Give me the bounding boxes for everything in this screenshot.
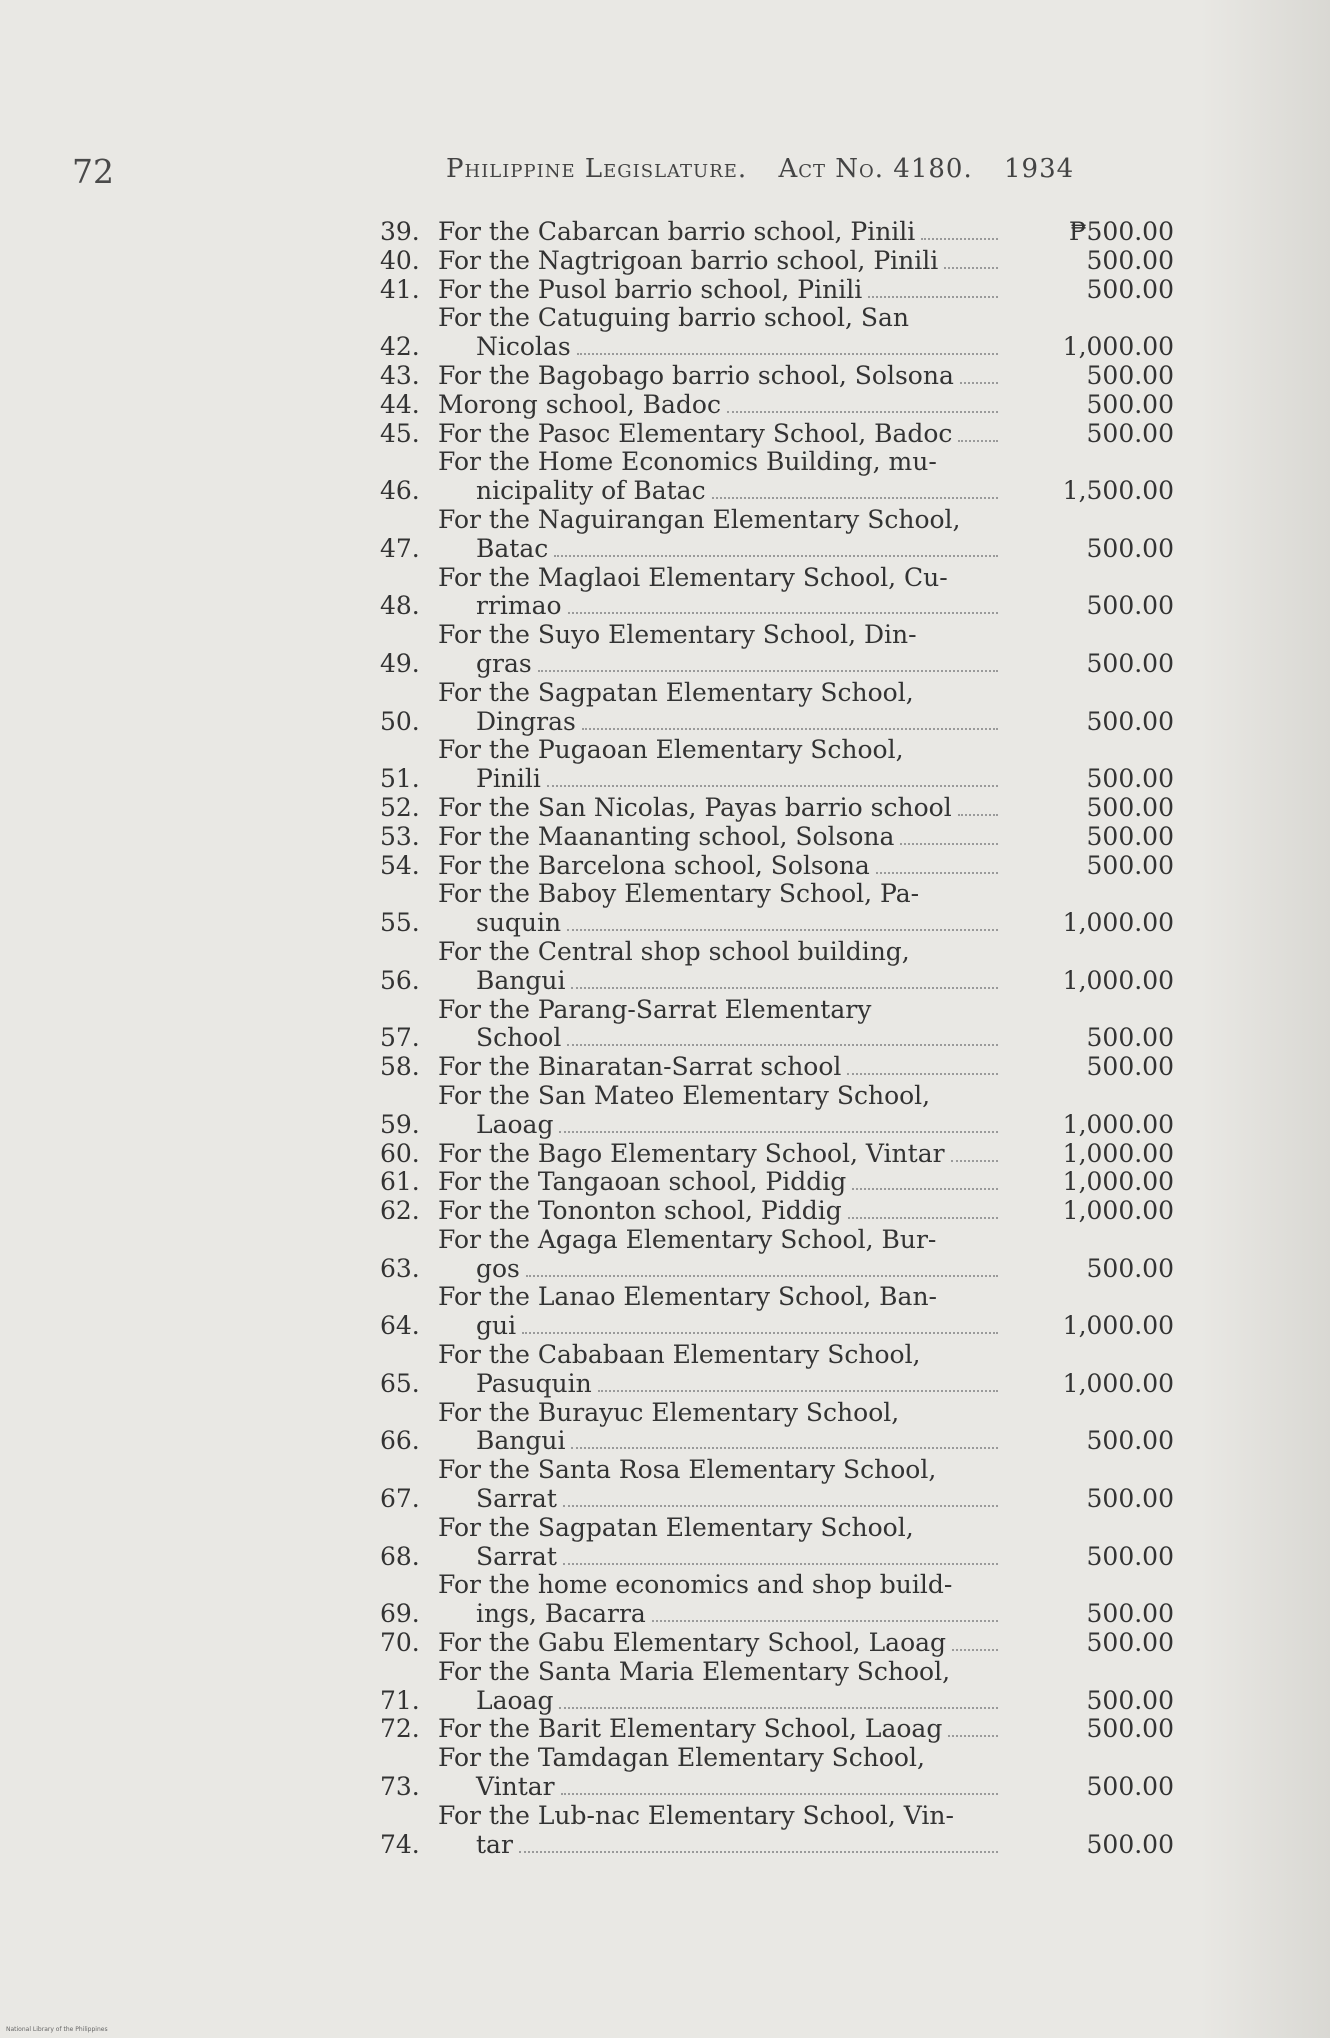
description-line: For the Burayuc Elementary School,: [438, 1397, 900, 1427]
description-line: For the Naguirangan Elementary School,: [438, 504, 961, 534]
item-description: [438, 679, 998, 737]
appropriation-item: [380, 420, 1180, 449]
description-line: gui: [476, 1311, 517, 1341]
item-amount: 500.00: [1086, 1484, 1174, 1514]
description-line: For the Home Economics Building, mu-: [438, 447, 937, 477]
description-line: For the Parang-Sarrat Elementary: [438, 994, 872, 1024]
description-line: For the Baboy Elementary School, Pa-: [438, 879, 920, 909]
item-description: [438, 1053, 998, 1082]
dot-leader: [568, 611, 998, 614]
item-number: 51.: [380, 764, 420, 794]
item-number: 56.: [380, 965, 420, 995]
item-number: 62.: [380, 1196, 420, 1226]
item-number: 71.: [380, 1685, 420, 1715]
description-line: For the Nagtrigoan barrio school, Pinili: [438, 245, 939, 275]
footer-stamp: National Library of the Philippines: [6, 2026, 108, 2033]
appropriation-item: [380, 1341, 1180, 1399]
description-line: ings, Bacarra: [476, 1599, 646, 1629]
item-description: [438, 1140, 998, 1169]
item-amount: 1,000.00: [1062, 1167, 1174, 1197]
item-amount: 500.00: [1086, 1714, 1174, 1744]
appropriation-item: [380, 880, 1180, 938]
item-number: 52.: [380, 792, 420, 822]
appropriation-item: [380, 1802, 1180, 1860]
item-amount: 1,000.00: [1062, 965, 1174, 995]
item-amount: 500.00: [1086, 591, 1174, 621]
appropriation-item: [380, 1226, 1180, 1284]
item-number: 45.: [380, 418, 420, 448]
item-amount: 500.00: [1086, 1628, 1174, 1658]
dot-leader: [582, 727, 998, 730]
dot-leader: [563, 1504, 998, 1507]
description-line: For the Lanao Elementary School, Ban-: [438, 1282, 937, 1312]
item-amount: 1,000.00: [1062, 332, 1174, 362]
description-line: rrimao: [476, 591, 562, 621]
dot-leader: [712, 496, 998, 499]
item-number: 48.: [380, 591, 420, 621]
description-line: For the Maglaoi Elementary School, Cu-: [438, 562, 948, 592]
appropriation-item: [380, 1514, 1180, 1572]
item-description: [438, 1658, 998, 1716]
item-number: 74.: [380, 1829, 420, 1859]
description-line: Laoag: [476, 1685, 554, 1715]
item-amount: 500.00: [1086, 648, 1174, 678]
item-description: [438, 1283, 998, 1341]
appropriation-item: [380, 1082, 1180, 1140]
appropriation-item: [380, 564, 1180, 622]
item-number: 47.: [380, 533, 420, 563]
dot-leader: [538, 669, 998, 672]
description-line: gras: [476, 648, 532, 678]
appropriation-item: [380, 794, 1180, 823]
item-number: 73.: [380, 1772, 420, 1802]
appropriation-item: [380, 1053, 1180, 1082]
item-amount: 500.00: [1086, 274, 1174, 304]
description-line: suquin: [476, 908, 562, 938]
item-description: [438, 362, 998, 391]
item-number: 41.: [380, 274, 420, 304]
description-line: For the Suyo Elementary School, Din-: [438, 620, 917, 650]
appropriation-item: [380, 1399, 1180, 1457]
item-description: [438, 621, 998, 679]
item-description: [438, 794, 998, 823]
item-description: [438, 736, 998, 794]
item-number: 43.: [380, 360, 420, 390]
appropriation-item: [380, 304, 1180, 362]
appropriation-item: [380, 1456, 1180, 1514]
item-amount: 500.00: [1086, 1023, 1174, 1053]
item-description: [438, 564, 998, 622]
appropriation-item: [380, 506, 1180, 564]
item-number: 39.: [380, 217, 420, 246]
appropriation-item: [380, 1197, 1180, 1226]
item-amount: 500.00: [1086, 360, 1174, 390]
item-description: [438, 1802, 998, 1860]
description-line: For the Tononton school, Piddig: [438, 1196, 842, 1226]
item-description: [438, 1744, 998, 1802]
item-description: [438, 1571, 998, 1629]
description-line: Sarrat: [476, 1484, 557, 1514]
description-line: For the Tangaoan school, Piddig: [438, 1167, 847, 1197]
item-description: [438, 218, 998, 247]
appropriation-item: [380, 823, 1180, 852]
appropriation-item: [380, 218, 1180, 247]
item-amount: 500.00: [1086, 792, 1174, 822]
description-line: Bangui: [476, 965, 566, 995]
item-amount: 500.00: [1086, 821, 1174, 851]
item-number: 40.: [380, 245, 420, 275]
appropriation-item: [380, 852, 1180, 881]
description-line: For the Bagobago barrio school, Solsona: [438, 360, 954, 390]
dot-leader: [526, 1274, 998, 1277]
item-number: 63.: [380, 1253, 420, 1283]
dot-leader: [958, 813, 998, 816]
item-number: 64.: [380, 1311, 420, 1341]
description-line: School: [476, 1023, 562, 1053]
item-amount: 1,000.00: [1062, 1368, 1174, 1398]
item-amount: 1,000.00: [1062, 908, 1174, 938]
description-line: For the Barcelona school, Solsona: [438, 850, 870, 880]
dot-leader: [559, 1706, 998, 1709]
appropriation-item: [380, 391, 1180, 420]
page-number: 72: [72, 152, 114, 191]
appropriation-item: [380, 276, 1180, 305]
description-line: For the Binaratan-Sarrat school: [438, 1052, 842, 1082]
item-number: 72.: [380, 1714, 420, 1744]
item-description: [438, 1456, 998, 1514]
dot-leader: [561, 1792, 998, 1795]
dot-leader: [598, 1389, 998, 1392]
item-description: [438, 1168, 998, 1197]
dot-leader: [944, 266, 998, 269]
item-description: [438, 391, 998, 420]
item-number: 67.: [380, 1484, 420, 1514]
appropriation-item: [380, 362, 1180, 391]
item-description: [438, 852, 998, 881]
item-number: 46.: [380, 476, 420, 506]
dot-leader: [848, 1216, 998, 1219]
appropriation-item: [380, 1168, 1180, 1197]
item-description: [438, 1226, 998, 1284]
dot-leader: [876, 871, 998, 874]
description-line: For the Catuguing barrio school, San: [438, 303, 910, 333]
description-line: For the Barit Elementary School, Laoag: [438, 1714, 943, 1744]
description-line: Bangui: [476, 1426, 566, 1456]
item-amount: 1,000.00: [1062, 1311, 1174, 1341]
description-line: Pinili: [476, 764, 541, 794]
description-line: Vintar: [476, 1772, 555, 1802]
item-description: [438, 1629, 998, 1658]
dot-leader: [567, 1043, 998, 1046]
appropriation-item: [380, 1283, 1180, 1341]
dot-leader: [571, 1446, 998, 1449]
item-description: [438, 880, 998, 938]
item-amount: 500.00: [1086, 764, 1174, 794]
appropriation-item: [380, 1658, 1180, 1716]
item-number: 66.: [380, 1426, 420, 1456]
item-number: 58.: [380, 1052, 420, 1082]
item-number: 53.: [380, 821, 420, 851]
dot-leader: [900, 842, 998, 845]
item-description: [438, 823, 998, 852]
appropriation-item: [380, 1744, 1180, 1802]
item-amount: 500.00: [1086, 850, 1174, 880]
dot-leader: [960, 381, 998, 384]
description-line: Morong school, Badoc: [438, 389, 721, 419]
description-line: Pasuquin: [476, 1368, 592, 1398]
dot-leader: [567, 928, 998, 931]
appropriation-item: [380, 1571, 1180, 1629]
dot-leader: [522, 1331, 998, 1334]
dot-leader: [847, 1072, 998, 1075]
item-description: [438, 506, 998, 564]
dot-leader: [852, 1187, 998, 1190]
dot-leader: [868, 295, 998, 298]
item-description: [438, 448, 998, 506]
dot-leader: [519, 1850, 998, 1853]
item-amount: 500.00: [1086, 1772, 1174, 1802]
dot-leader: [727, 410, 998, 413]
item-description: [438, 1082, 998, 1140]
item-amount: 500.00: [1086, 1829, 1174, 1859]
item-description: [438, 420, 998, 449]
description-line: For the Bago Elementary School, Vintar: [438, 1138, 945, 1168]
description-line: For the Central shop school building,: [438, 936, 910, 966]
description-line: For the San Nicolas, Payas barrio school: [438, 792, 952, 822]
page-edge-shadow: [1200, 0, 1330, 2038]
description-line: Nicolas: [476, 332, 571, 362]
item-number: 49.: [380, 648, 420, 678]
item-description: [438, 247, 998, 276]
description-line: For the Lub-nac Elementary School, Vin-: [438, 1800, 954, 1830]
item-amount: 500.00: [1086, 1541, 1174, 1571]
item-amount: 500.00: [1086, 418, 1174, 448]
item-number: 68.: [380, 1541, 420, 1571]
item-amount: 1,000.00: [1062, 1109, 1174, 1139]
item-number: 54.: [380, 850, 420, 880]
description-line: For the Maananting school, Solsona: [438, 821, 895, 851]
description-line: For the Agaga Elementary School, Bur-: [438, 1224, 937, 1254]
description-line: Laoag: [476, 1109, 554, 1139]
dot-leader: [958, 439, 998, 442]
item-amount: 500.00: [1086, 533, 1174, 563]
running-head-title: Philippine Legislature.: [446, 154, 748, 184]
dot-leader: [948, 1734, 998, 1737]
item-number: 44.: [380, 389, 420, 419]
appropriation-item: [380, 1715, 1180, 1744]
running-head: [446, 154, 1074, 184]
item-description: [438, 304, 998, 362]
appropriation-item: [380, 621, 1180, 679]
description-line: For the Pusol barrio school, Pinili: [438, 274, 863, 304]
description-line: For the Santa Rosa Elementary School,: [438, 1455, 937, 1485]
appropriation-item: [380, 996, 1180, 1054]
item-description: [438, 276, 998, 305]
appropriation-item: [380, 448, 1180, 506]
item-number: 69.: [380, 1599, 420, 1629]
description-line: For the home economics and shop build-: [438, 1570, 953, 1600]
item-amount: 500.00: [1086, 1599, 1174, 1629]
description-line: For the Pasoc Elementary School, Badoc: [438, 418, 953, 448]
item-description: [438, 938, 998, 996]
appropriation-item: [380, 1140, 1180, 1169]
item-number: 42.: [380, 332, 420, 362]
item-description: [438, 1197, 998, 1226]
description-line: For the Pugaoan Elementary School,: [438, 735, 904, 765]
description-line: Sarrat: [476, 1541, 557, 1571]
description-line: For the Cababaan Elementary School,: [438, 1340, 921, 1370]
description-line: tar: [476, 1829, 513, 1859]
item-number: 55.: [380, 908, 420, 938]
dot-leader: [951, 1159, 998, 1162]
running-head-year: 1934: [1004, 154, 1075, 184]
appropriation-list: [380, 218, 1180, 1859]
item-description: [438, 1399, 998, 1457]
description-line: Batac: [476, 533, 549, 563]
item-amount: 500.00: [1086, 389, 1174, 419]
appropriation-item: [380, 247, 1180, 276]
item-amount: 500.00: [1086, 245, 1174, 275]
description-line: For the Sagpatan Elementary School,: [438, 1512, 914, 1542]
appropriation-item: [380, 938, 1180, 996]
item-number: 70.: [380, 1628, 420, 1658]
description-line: For the Tamdagan Elementary School,: [438, 1743, 925, 1773]
item-amount: 500.00: [1086, 706, 1174, 736]
running-head-act: Act No. 4180.: [778, 154, 973, 184]
appropriation-item: [380, 1629, 1180, 1658]
description-line: For the Gabu Elementary School, Laoag: [438, 1628, 947, 1658]
item-amount: 1,500.00: [1062, 476, 1174, 506]
dot-leader: [571, 986, 998, 989]
item-amount: 500.00: [1086, 1052, 1174, 1082]
item-amount: 1,000.00: [1062, 1196, 1174, 1226]
appropriation-item: [380, 679, 1180, 737]
dot-leader: [577, 352, 998, 355]
description-line: Dingras: [476, 706, 576, 736]
dot-leader: [554, 554, 998, 557]
dot-leader: [652, 1619, 998, 1622]
item-amount: 500.00: [1086, 1426, 1174, 1456]
dot-leader: [559, 1130, 998, 1133]
item-description: [438, 1341, 998, 1399]
dot-leader: [952, 1648, 998, 1651]
description-line: For the Santa Maria Elementary School,: [438, 1656, 951, 1686]
item-number: 57.: [380, 1023, 420, 1053]
description-line: For the Sagpatan Elementary School,: [438, 677, 914, 707]
item-description: [438, 996, 998, 1054]
item-amount: ₱500.00: [1068, 217, 1174, 246]
appropriation-item: [380, 736, 1180, 794]
description-line: For the San Mateo Elementary School,: [438, 1080, 931, 1110]
dot-leader: [563, 1562, 998, 1565]
item-number: 65.: [380, 1368, 420, 1398]
description-line: nicipality of Batac: [476, 476, 706, 506]
item-amount: 500.00: [1086, 1253, 1174, 1283]
description-line: For the Cabarcan barrio school, Pinili: [438, 217, 916, 246]
dot-leader: [547, 784, 998, 787]
item-description: [438, 1715, 998, 1744]
item-amount: 500.00: [1086, 1685, 1174, 1715]
item-amount: 1,000.00: [1062, 1138, 1174, 1168]
description-line: gos: [476, 1253, 520, 1283]
item-number: 59.: [380, 1109, 420, 1139]
item-description: [438, 1514, 998, 1572]
item-number: 60.: [380, 1138, 420, 1168]
item-number: 50.: [380, 706, 420, 736]
item-number: 61.: [380, 1167, 420, 1197]
dot-leader: [921, 237, 998, 240]
